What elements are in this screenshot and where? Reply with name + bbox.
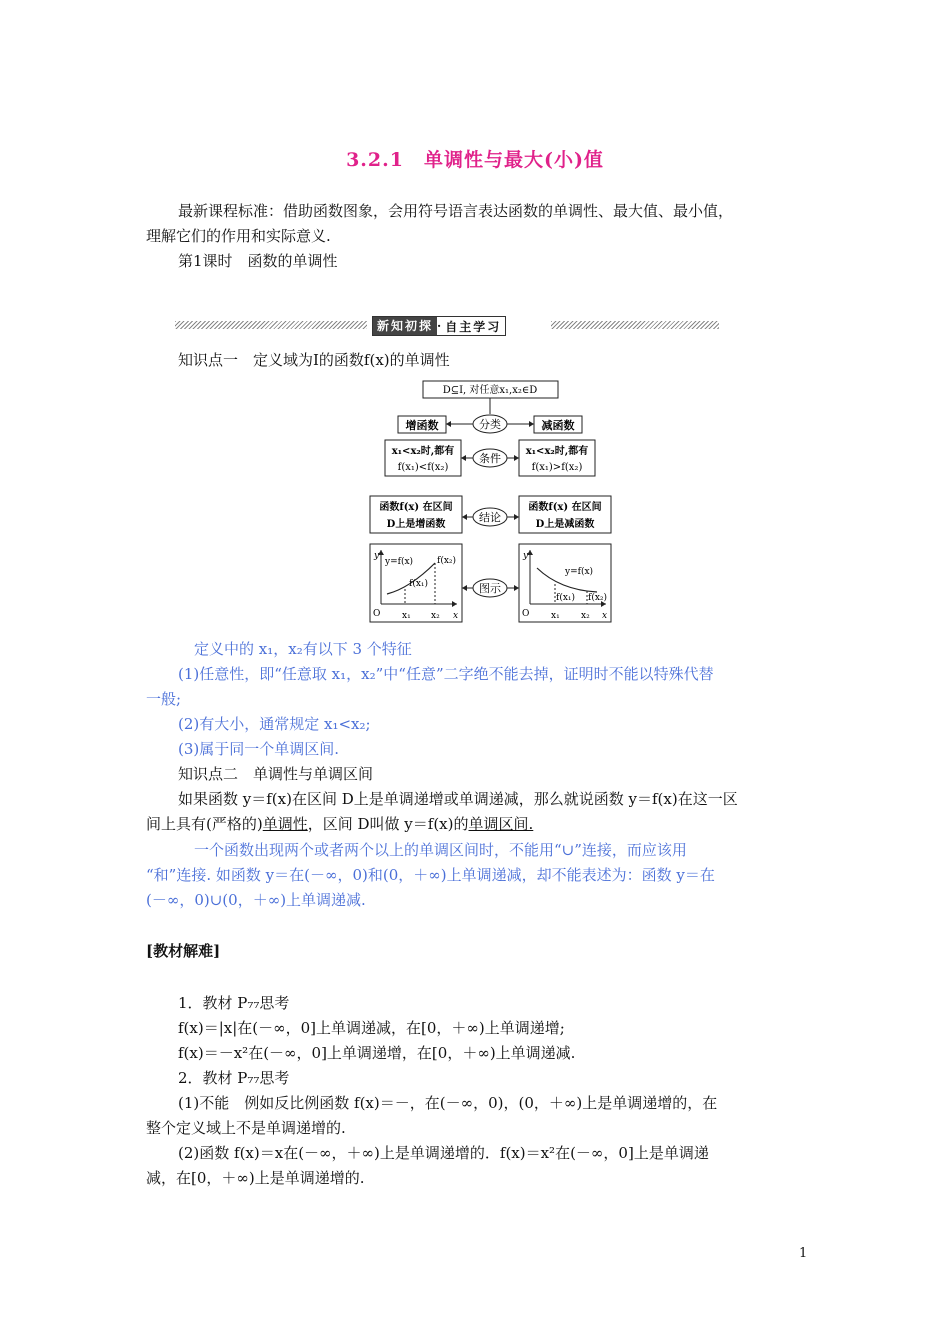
inc-origin: O — [373, 609, 381, 619]
note1-line5: (3)属于同一个单调区间. — [178, 740, 340, 758]
left-conclusion-line2: D上是增函数 — [386, 519, 446, 530]
banner-label — [372, 316, 506, 336]
center-classify-label: 分类 — [479, 418, 501, 431]
dec-x1-label: x₁ — [551, 611, 560, 621]
answer-line6: 整个定义域上不是单调递增的. — [146, 1119, 346, 1137]
dec-fx1-label: f(x₁) — [556, 593, 576, 603]
dec-curve-label: y=f(x) — [565, 567, 594, 577]
inc-x2-label: x₂ — [431, 611, 440, 621]
lesson-heading: 第1课时 函数的单调性 — [178, 252, 338, 270]
monotonicity-diagram — [365, 378, 620, 626]
right-conclusion-line1: 函数f(x) 在区间 — [528, 502, 602, 513]
right-condition-line1: x₁<x₂时,都有 — [525, 446, 589, 457]
inc-x1-label: x₁ — [402, 611, 411, 621]
right-conclusion-line2: D上是减函数 — [535, 519, 595, 530]
kp2-term-monotone-interval: 单调区间. — [468, 815, 534, 833]
inc-curve-label: y=f(x) — [385, 557, 414, 567]
dec-x2-label: x₂ — [581, 611, 590, 621]
kp1-heading: 知识点一 定义域为I的函数f(x)的单调性 — [178, 351, 450, 369]
inc-fx1-label: f(x₁) — [409, 579, 429, 589]
left-condition-line2: f(x₁)<f(x₂) — [397, 462, 449, 473]
dec-fx2-label: f(x₂) — [588, 593, 608, 603]
standard-line-1: 最新课程标准：借助函数图象，会用符号语言表达函数的单调性、最大值、最小值， — [178, 202, 734, 220]
note1-line1: 定义中的 x₁，x₂有以下 3 个特征 — [194, 640, 412, 658]
kp2-heading: 知识点二 单调性与单调区间 — [178, 765, 374, 783]
center-conclusion-label: 结论 — [479, 511, 501, 524]
kp2-line2 — [146, 811, 533, 837]
section-heading: [教材解难] — [146, 942, 221, 960]
kp2-line1: 如果函数 y＝f(x)在区间 D上是单调递增或单调递减，那么就说函数 y＝f(x)在这一区 — [178, 790, 738, 808]
note1-line2: (1)任意性，即“任意取 x₁，x₂”中“任意”二字绝不能去掉，证明时不能以特殊代替 — [178, 665, 714, 683]
banner-hatch-right — [551, 321, 719, 329]
left-increasing-label: 增函数 — [405, 419, 439, 432]
answer-line5: (1)不能 例如反比例函数 f(x)＝－，在(－∞，0)，(0，＋∞)上是单调递增的，在 — [178, 1094, 718, 1112]
inc-fx2-label: f(x₂) — [437, 556, 457, 566]
section-title: 3.2.1 单调性与最大(小)值 — [346, 149, 604, 171]
answer-line1: 1．教材 P₇₇思考 — [178, 994, 290, 1012]
center-condition-label: 条件 — [479, 452, 501, 465]
inc-axis-y: y — [374, 551, 380, 561]
answer-line8: 减，在[0，＋∞)上是单调递增的. — [146, 1169, 365, 1187]
standard-line-2: 理解它们的作用和实际意义. — [146, 227, 331, 245]
note1-line4: (2)有大小，通常规定 x₁<x₂; — [178, 715, 371, 733]
right-condition-line2: f(x₁)>f(x₂) — [531, 462, 583, 473]
note2-line3: (－∞，0)∪(0，＋∞)上单调递减. — [146, 891, 366, 909]
right-decreasing-label: 减函数 — [541, 419, 575, 432]
kp2-line2-part-a: 间上具有(严格的) — [146, 815, 263, 833]
note2-line2: “和”连接. 如函数 y＝在(－∞，0)和(0，＋∞)上单调递减，却不能表述为：函数 y＝在 — [146, 866, 715, 884]
banner-dark-label: 新知初探 — [373, 317, 437, 335]
note1-line3: 一般; — [146, 690, 182, 708]
left-conclusion-line1: 函数f(x) 在区间 — [379, 502, 453, 513]
banner-dot: · — [437, 319, 442, 333]
inc-axis-x: x — [453, 611, 459, 621]
answer-line4: 2．教材 P₇₇思考 — [178, 1069, 290, 1087]
banner-light-label: 自主学习 — [445, 319, 502, 334]
banner-hatch-left — [175, 321, 367, 329]
answer-line3: f(x)＝－x²在(－∞，0]上单调递增，在[0，＋∞)上单调递减. — [178, 1044, 576, 1062]
kp2-line2-part-c: ，区间 D叫做 y＝f(x)的 — [307, 815, 469, 833]
kp2-term-monotonicity: 单调性 — [262, 815, 308, 833]
dec-axis-x: x — [602, 611, 608, 621]
answer-line7: (2)函数 f(x)＝x在(－∞，＋∞)上是单调递增的．f(x)＝x²在(－∞，0]上是单调递 — [178, 1144, 709, 1162]
center-graph-label: 图示 — [479, 582, 501, 595]
left-condition-line1: x₁<x₂时,都有 — [391, 446, 455, 457]
dec-axis-y: y — [523, 551, 529, 561]
answer-line2: f(x)＝|x|在(－∞，0]上单调递减，在[0，＋∞)上单调递增; — [178, 1019, 565, 1037]
section-banner — [175, 316, 719, 334]
diagram-top-label: D⊆I, 对任意x₁,x₂∈D — [442, 385, 538, 396]
page-number: 1 — [799, 1246, 808, 1261]
note2-line1: 一个函数出现两个或者两个以上的单调区间时，不能用“∪”连接，而应该用 — [194, 841, 687, 859]
dec-origin: O — [522, 609, 530, 619]
